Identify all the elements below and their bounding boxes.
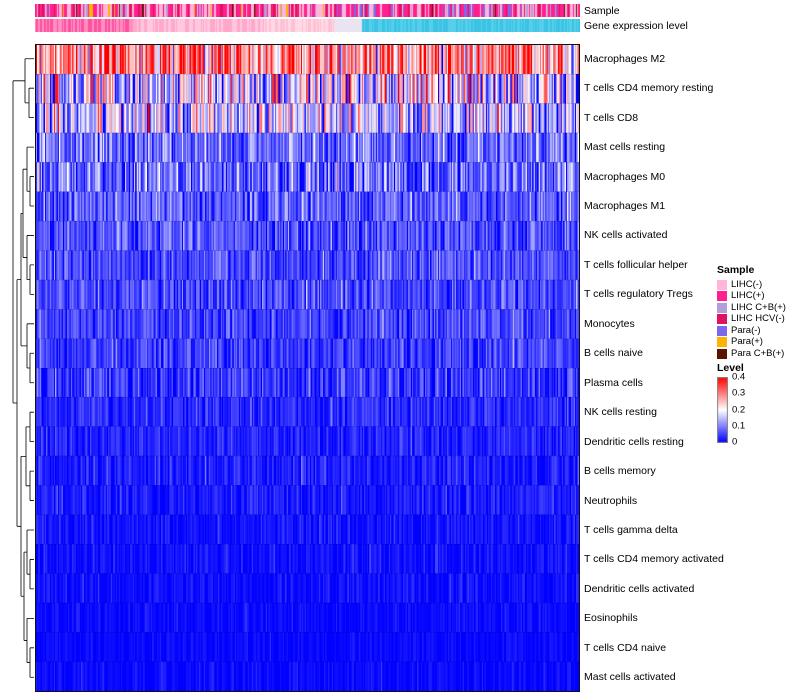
- legend-swatch: [717, 280, 727, 290]
- colorbar-tick: 0.2: [732, 404, 746, 415]
- legend-swatch: [717, 326, 727, 336]
- legend-sample-item: [717, 325, 799, 337]
- legend-level-title: Level: [717, 362, 744, 374]
- colorbar-tick: 0.3: [732, 387, 746, 399]
- legend-swatch: [717, 303, 727, 313]
- legend-sample-label: Para(-): [731, 324, 761, 336]
- legend-swatch: [717, 337, 727, 347]
- row-label: NK cells activated: [584, 229, 668, 242]
- row-label: NK cells resting: [584, 406, 657, 419]
- legend-swatch: [717, 314, 727, 324]
- legend-sample-item: [717, 302, 799, 314]
- row-label: Dendritic cells resting: [584, 435, 684, 448]
- row-label: T cells regulatory Tregs: [584, 288, 693, 301]
- legend-sample-label: LIHC C+B(+): [731, 301, 786, 313]
- legend-swatch: [717, 349, 727, 359]
- row-label: T cells CD8: [584, 111, 639, 124]
- row-label: T cells CD4 memory resting: [584, 82, 714, 95]
- heatmap-panel: [35, 44, 580, 692]
- row-label: Macrophages M1: [584, 200, 666, 212]
- row-label: T cells CD4 memory activated: [584, 553, 724, 566]
- colorbar: [717, 377, 728, 443]
- row-dendrogram: [12, 44, 34, 692]
- legend-sample-label: LIHC HCV(-): [731, 313, 785, 325]
- colorbar-tick: 0.4: [732, 371, 746, 383]
- legend-sample-label: Para C+B(+): [731, 347, 785, 359]
- row-label: Mast cells activated: [584, 671, 676, 684]
- row-label: Macrophages M2: [584, 52, 666, 65]
- legend-sample-item: [717, 291, 799, 303]
- row-label: T cells follicular helper: [584, 258, 688, 271]
- colorbar-tick: 0: [732, 436, 738, 448]
- annotation-gene-canvas: [35, 19, 580, 32]
- row-label: Eosinophils: [584, 612, 638, 625]
- row-label: Mast cells resting: [584, 141, 666, 154]
- annotation-label-sample: Sample: [584, 5, 620, 17]
- legend-sample-title: Sample: [717, 264, 755, 276]
- colorbar-tick: 0.1: [732, 420, 746, 432]
- legend-level-scale: [717, 371, 799, 448]
- heatmap-canvas: [36, 45, 579, 691]
- legend-swatch: [717, 291, 727, 301]
- colorbar-ticks: [732, 371, 772, 448]
- row-label: Macrophages M0: [584, 170, 666, 183]
- annotation-track-gene-expression-level: [35, 19, 580, 32]
- annotation-track-sample: [35, 4, 580, 17]
- legend-sample-label: LIHC(-): [731, 278, 763, 290]
- legend-sample-item: [717, 279, 799, 291]
- row-label: Plasma cells: [584, 376, 643, 389]
- annotation-sample-canvas: [35, 4, 580, 17]
- legend-sample: [717, 264, 799, 360]
- annotation-label-gene-expression-level: Gene expression level: [584, 20, 688, 32]
- legend-sample-items: [717, 279, 799, 360]
- row-label: Monocytes: [584, 317, 635, 330]
- legend-sample-item: [717, 314, 799, 326]
- row-label: B cells naive: [584, 347, 643, 360]
- row-label: Neutrophils: [584, 494, 638, 507]
- row-label: Dendritic cells activated: [584, 582, 695, 595]
- legend-sample-label: Para(+): [731, 336, 763, 348]
- row-label: T cells CD4 naive: [584, 641, 667, 654]
- legend-sample-item: [717, 348, 799, 360]
- row-label: T cells gamma delta: [584, 524, 678, 536]
- legend-level: [717, 362, 799, 448]
- legend-sample-item: [717, 337, 799, 349]
- legend-sample-label: LIHC(+): [731, 290, 765, 302]
- row-label: B cells memory: [584, 465, 656, 478]
